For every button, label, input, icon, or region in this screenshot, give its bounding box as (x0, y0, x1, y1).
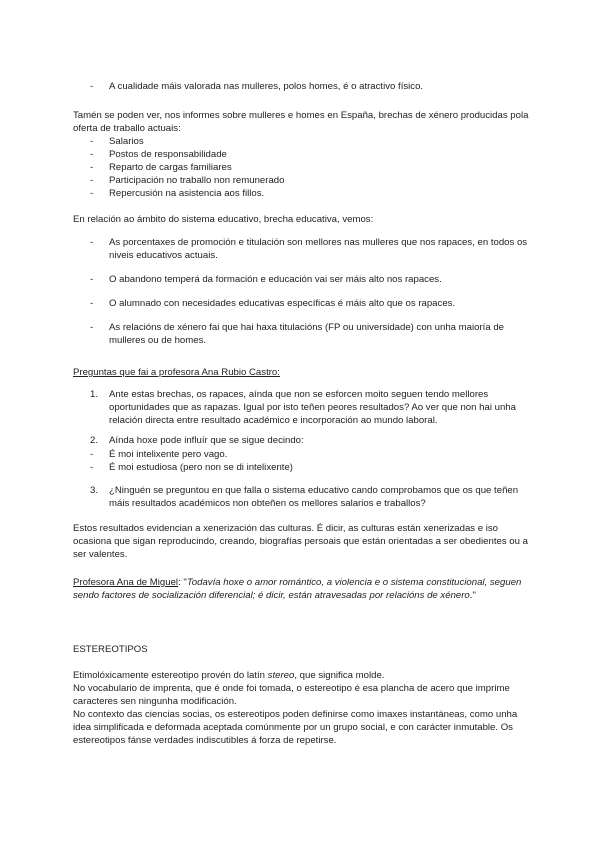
bullet-marker: - (90, 462, 94, 473)
list-item (73, 448, 533, 461)
education-item: As porcentaxes de promoción e titulación son mellores nas mulleres que nos rapaces, en todos os niveis educativos actuais. (109, 237, 528, 261)
list-item (73, 273, 533, 286)
list-item (73, 321, 533, 347)
list-item (73, 434, 533, 447)
question-text: Ante estas brechas, os rapaces, aínda que non se esforcen moito seguen tendo mellores oportunidades que as rapazas. Igual por isto teñen peores resultados? Ao ver que non hai unha relación directa entre resultado académico e incorporación ao mundo laboral. (109, 389, 516, 426)
gap-item-family: Reparto de cargas familiares (109, 162, 232, 173)
gaps-list (73, 135, 533, 200)
quote-open: : " (178, 577, 187, 588)
quotes-list (73, 448, 533, 474)
education-item: O alumnado con necesidades educativas específicas é máis alto que os rapaces. (109, 298, 456, 309)
questions-heading-text: Preguntas que fai a profesora Ana Rubio Castro: (73, 367, 280, 378)
stereotypes-p2: No vocabulario de imprenta, que é onde foi tomada, o estereotipo é esa plancha de acero que imprime caracteres sen ningunha modificación. (73, 683, 510, 707)
miguel-quote-paragraph (73, 576, 529, 602)
question-3 (73, 484, 533, 510)
education-intro-paragraph: En relación ao ámbito do sistema educativo, brecha educativa, vemos: (73, 214, 374, 225)
list-item (73, 297, 533, 310)
intro-bullet-text: A cualidade máis valorada nas mulleres, polos homes, é o atractivo físico. (109, 81, 424, 92)
bullet-marker: - (90, 136, 94, 147)
p1-after: , que significa molde. (294, 670, 385, 681)
questions-list (73, 388, 533, 447)
bullet-marker: - (90, 322, 94, 333)
bullet-marker: - (90, 274, 94, 285)
conclusion-paragraph: Estos resultados evidencian a xenerización das culturas. É dicir, as culturas están xenerizadas e iso ocasiona que sigan reproducindo, creando, biografías persoais que están orientadas a ser obedientes ou a ser valentes. (73, 523, 528, 560)
number-marker: 3. (90, 485, 99, 496)
questions-heading (73, 366, 529, 379)
intro-bullet-list (73, 80, 533, 93)
list-item (73, 161, 533, 174)
list-item (73, 388, 533, 427)
education-list (73, 236, 533, 347)
list-item (73, 174, 533, 187)
education-item: As relacións de xénero fai que hai haxa titulacións (FP ou universidade) con unha maioría de mulleres ou de homes. (109, 322, 505, 346)
gap-item-unpaid-work: Participación no traballo non remunerado (109, 175, 285, 186)
number-marker: 1. (90, 389, 99, 400)
quote-item: É moi estudiosa (pero non se di intelixente) (109, 462, 293, 473)
bullet-marker: - (90, 81, 94, 92)
bullet-marker: - (90, 188, 94, 199)
list-item (73, 148, 533, 161)
p1-before: Etimolóxicamente estereotipo provén do latín (73, 670, 268, 681)
number-marker: 2. (90, 435, 99, 446)
stereotypes-p1 (73, 669, 529, 682)
miguel-author: Profesora Ana de Miguel (73, 577, 179, 588)
bullet-marker: - (90, 162, 94, 173)
stereotypes-p3: No contexto das ciencias socias, os estereotipos poden definirse como imaxes instantáneas, como unha idea simplificada e deformada aceptada comúnmente por un grupo social, e con carácter inmutable. Os estereotipos fánse verdades indiscutibles á forza de repetirse. (73, 709, 518, 746)
list-item (73, 135, 533, 148)
quote-close: ." (469, 590, 476, 601)
gap-item-childcare: Repercusión na asistencia aos fillos. (109, 188, 265, 199)
bullet-marker: - (90, 175, 94, 186)
miguel-quote-text: Todavía hoxe o amor romántico, a violencia e o sistema constitucional, seguen sendo factores de socialización diferencial; é dicir, están atravesadas por relacións de xénero (73, 577, 522, 601)
p1-italic: stereo (267, 670, 295, 681)
gap-item-salary: Salarios (109, 136, 144, 147)
list-item (73, 80, 533, 93)
gaps-intro-paragraph: Tamén se poden ver, nos informes sobre mulleres e homes en España, brechas de xénero producidas pola oferta de traballo actuais: (73, 110, 529, 134)
bullet-marker: - (90, 449, 94, 460)
education-item: O abandono temperá da formación e educación vai ser máis alto nos rapaces. (109, 274, 442, 285)
list-item (73, 484, 533, 510)
list-item (73, 461, 533, 474)
bullet-marker: - (90, 298, 94, 309)
list-item (73, 187, 533, 200)
list-item (73, 236, 533, 262)
bullet-marker: - (90, 237, 94, 248)
question-text: ¿Ninguén se preguntou en que falla o sistema educativo cando comprobamos que os que teñen máis resultados académicos non obteñen os mellores salarios e traballos? (109, 485, 519, 509)
gap-item-responsibility: Postos de responsabilidade (109, 149, 227, 160)
quote-item: É moi intelixente pero vago. (109, 449, 228, 460)
stereotypes-body (73, 669, 529, 747)
bullet-marker: - (90, 149, 94, 160)
section-title: ESTEREOTIPOS (73, 644, 148, 655)
question-text: Aínda hoxe pode influír que se sigue decindo: (109, 435, 304, 446)
